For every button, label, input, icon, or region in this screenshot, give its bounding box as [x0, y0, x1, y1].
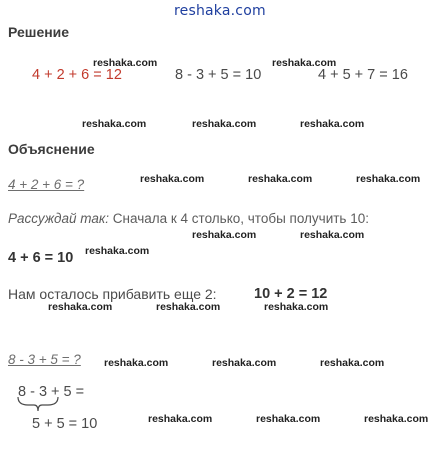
step-2-text: Нам осталось прибавить еще 2: [8, 286, 217, 302]
watermark: reshaka.com [192, 118, 257, 130]
step-equation-1: 4 + 6 = 10 [8, 250, 74, 266]
watermark: reshaka.com [300, 229, 365, 241]
explanation-heading: Объяснение [8, 141, 95, 157]
problem-1: 4 + 2 + 6 = ? [8, 177, 85, 192]
solution-equation-1: 4 + 2 + 6 = 12 [32, 67, 122, 83]
watermark: reshaka.com [364, 413, 429, 425]
watermark: reshaka.com [212, 357, 277, 369]
watermark: reshaka.com [140, 173, 205, 185]
site-title: reshaka.com [174, 3, 266, 19]
brace-icon [16, 395, 60, 413]
reasoning-text: Сначала к 4 столько, чтобы получить 10: [112, 211, 369, 226]
step-equation-4: 5 + 5 = 10 [32, 416, 98, 432]
watermark: reshaka.com [93, 57, 158, 69]
watermark: reshaka.com [104, 357, 169, 369]
reasoning-label: Рассуждай так: [8, 211, 110, 226]
step-equation-3: 8 - 3 + 5 = [18, 384, 85, 400]
watermark: reshaka.com [272, 57, 337, 69]
watermark: reshaka.com [85, 245, 150, 257]
solution-equation-2: 8 - 3 + 5 = 10 [175, 67, 262, 83]
step-equation-2: 10 + 2 = 12 [254, 286, 328, 302]
watermark: reshaka.com [192, 229, 257, 241]
solution-equation-3: 4 + 5 + 7 = 16 [318, 67, 408, 83]
watermark: reshaka.com [264, 301, 329, 313]
watermark: reshaka.com [82, 118, 147, 130]
watermark: reshaka.com [256, 413, 321, 425]
reasoning-line [8, 211, 369, 226]
watermark: reshaka.com [148, 413, 213, 425]
watermark: reshaka.com [356, 173, 421, 185]
watermark: reshaka.com [248, 173, 313, 185]
watermark: reshaka.com [320, 357, 385, 369]
watermark: reshaka.com [300, 118, 365, 130]
watermark: reshaka.com [48, 301, 113, 313]
problem-2: 8 - 3 + 5 = ? [8, 352, 81, 367]
watermark: reshaka.com [156, 301, 221, 313]
solution-heading: Решение [8, 24, 70, 40]
